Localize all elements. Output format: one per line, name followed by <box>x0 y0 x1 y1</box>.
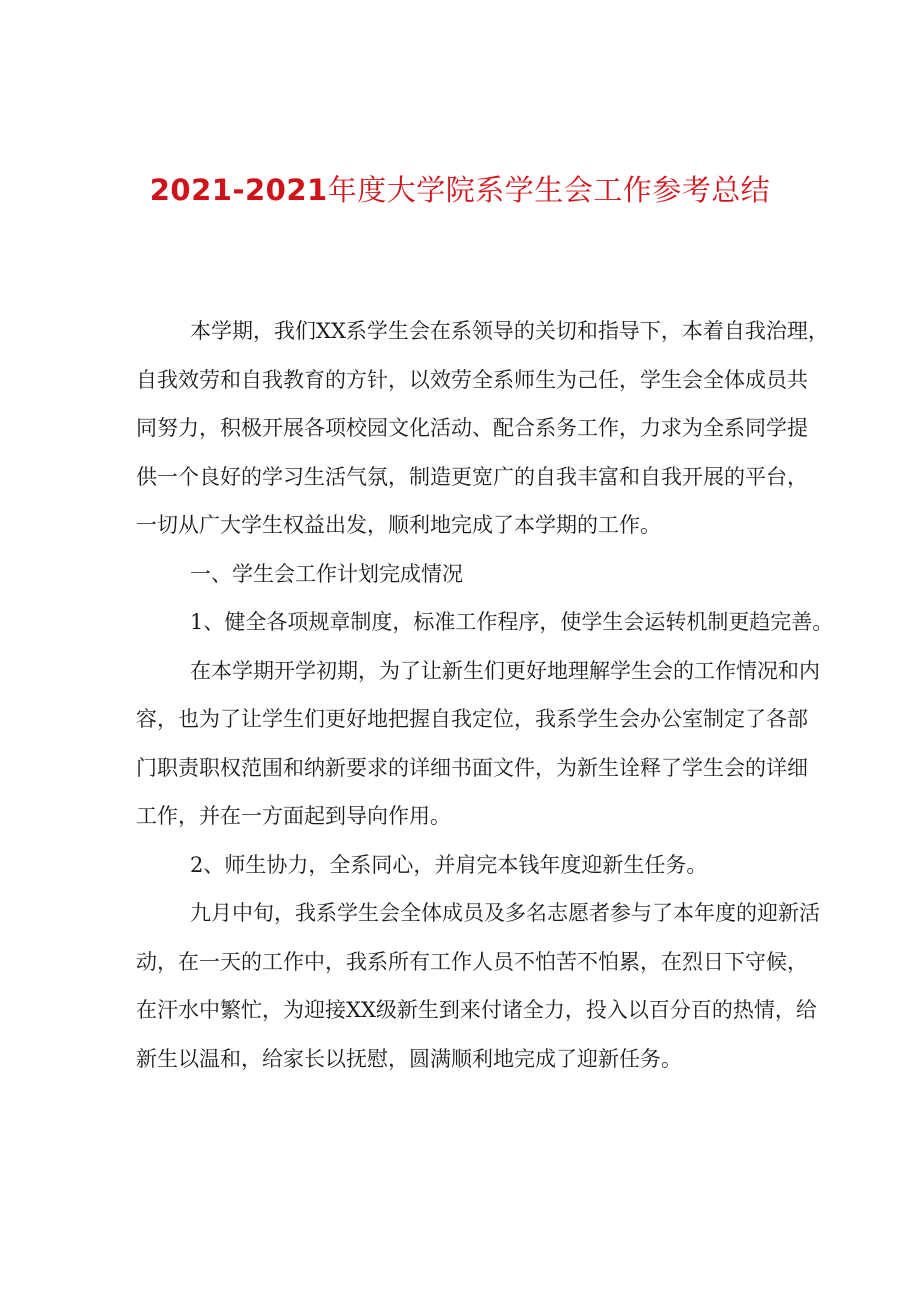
paragraph-line: 在汗水中繁忙，为迎接XX级新生到来付诸全力，投入以百分百的热情，给 <box>136 998 817 1022</box>
document-title <box>0 168 920 209</box>
paragraph-line: 本学期，我们XX系学生会在系领导的关切和指导下，本着自我治理， <box>190 319 829 343</box>
title-year: 2021-2021 <box>149 173 328 207</box>
list-item-heading: 1、健全各项规章制度，标准工作程序，使学生会运转机制更趋完善。 <box>190 610 834 634</box>
paragraph-line: 一切从广大学生权益出发，顺利地完成了本学期的工作。 <box>136 513 661 537</box>
paragraph-line: 动，在一天的工作中，我系所有工作人员不怕苦不怕累，在烈日下守候， <box>136 949 808 974</box>
paragraph-line: 同努力，积极开展各项校园文化活动、配合系务工作，力求为全系同学提 <box>136 416 808 440</box>
paragraph-line: 工作，并在一方面起到导向作用。 <box>136 804 451 828</box>
section-heading: 一、学生会工作计划完成情况 <box>190 561 463 586</box>
paragraph-line: 在本学期开学初期，为了让新生们更好地理解学生会的工作情况和内 <box>190 658 820 683</box>
title-text: 年度大学院系学生会工作参考总结 <box>327 173 771 207</box>
list-item-heading: 2、师生协力，全系同心，并肩完本钱年度迎新生任务。 <box>190 852 708 877</box>
document-body <box>136 307 834 1083</box>
paragraph-line: 容，也为了让学生们更好地把握自我定位，我系学生会办公室制定了各部 <box>136 707 808 731</box>
paragraph-line: 九月中旬，我系学生会全体成员及多名志愿者参与了本年度的迎新活 <box>190 901 820 925</box>
paragraph-line: 新生以温和，给家长以抚慰，圆满顺利地完成了迎新任务。 <box>136 1046 682 1071</box>
paragraph-line: 自我效劳和自我教育的方针，以效劳全系师生为己任，学生会全体成员共 <box>136 367 808 392</box>
paragraph-line: 门职责职权范围和纳新要求的详细书面文件，为新生诠释了学生会的详细 <box>136 755 808 780</box>
paragraph-line: 供一个良好的学习生活气氛，制造更宽广的自我丰富和自我开展的平台， <box>136 464 808 489</box>
